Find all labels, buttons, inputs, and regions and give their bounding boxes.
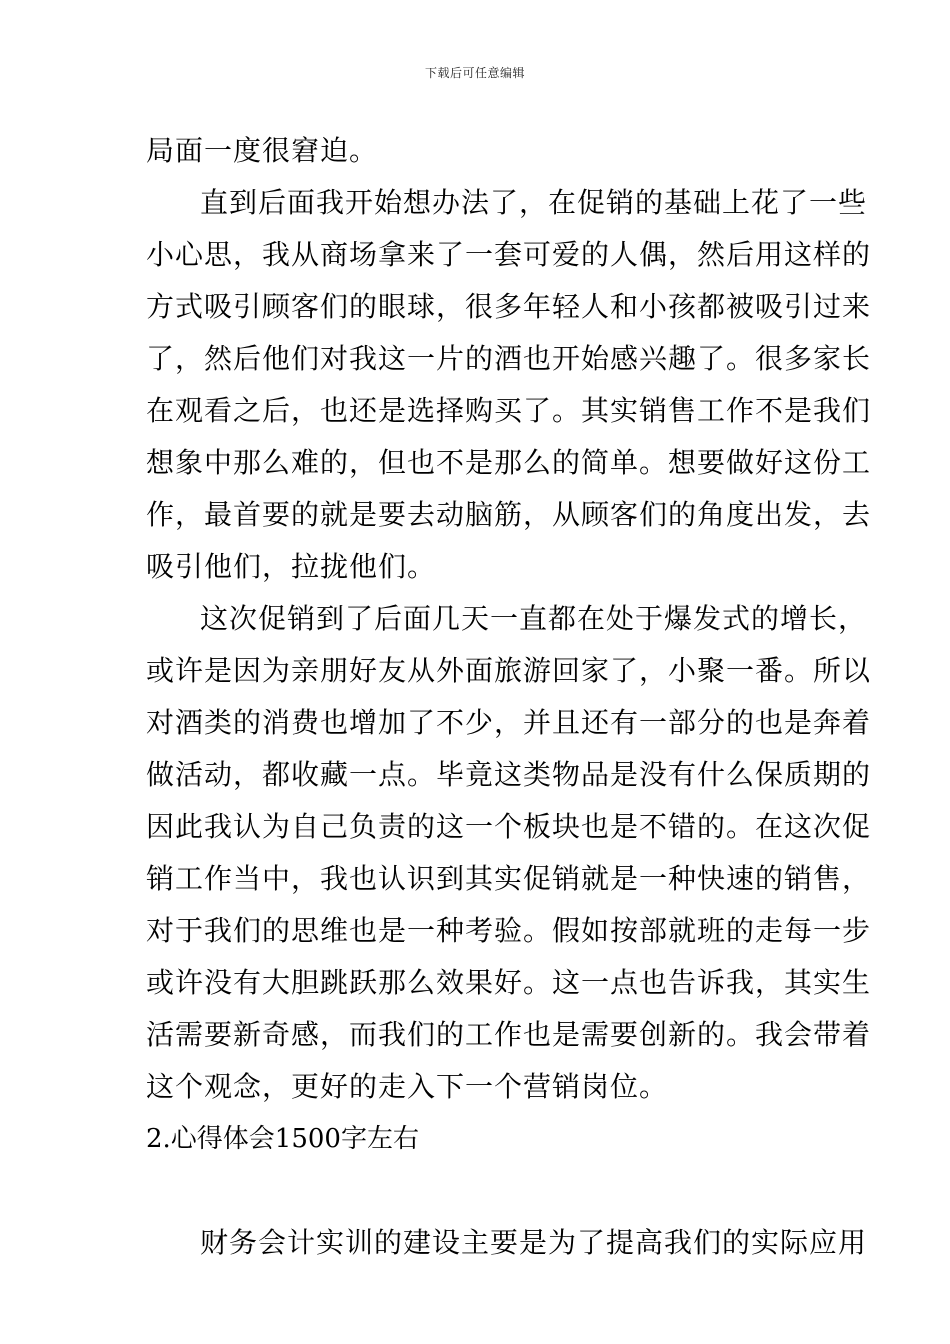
paragraph-line: 这次促销到了后面几天一直都在处于爆发式的增长， — [200, 602, 868, 635]
paragraph-line: 小心思，我从商场拿来了一套可爱的人偶，然后用这样的 — [146, 238, 872, 271]
paragraph-line: 在观看之后，也还是选择购买了。其实销售工作不是我们 — [146, 394, 872, 427]
paragraph-line: 或许没有大胆跳跃那么效果好。这一点也告诉我，其实生 — [146, 966, 872, 999]
paragraph-line: 销工作当中，我也认识到其实促销就是一种快速的销售， — [146, 862, 872, 895]
paragraph-line: 这个观念，更好的走入下一个营销岗位。 — [146, 1070, 669, 1103]
paragraph-line: 活需要新奇感，而我们的工作也是需要创新的。我会带着 — [146, 1018, 872, 1051]
paragraph-line: 因此我认为自己负责的这一个板块也是不错的。在这次促 — [146, 810, 872, 843]
paragraph-line: 想象中那么难的，但也不是那么的简单。想要做好这份工 — [146, 446, 872, 479]
paragraph-line: 了，然后他们对我这一片的酒也开始感兴趣了。很多家长 — [146, 342, 872, 375]
paragraph-line: 局面一度很窘迫。 — [146, 134, 379, 167]
paragraph-line: 对酒类的消费也增加了不少，并且还有一部分的也是奔着 — [146, 706, 872, 739]
paragraph-line: 直到后面我开始想办法了，在促销的基础上花了一些 — [200, 186, 868, 219]
paragraph-line: 做活动，都收藏一点。毕竟这类物品是没有什么保质期的 — [146, 758, 872, 791]
paragraph-line: 作，最首要的就是要去动脑筋，从顾客们的角度出发，去 — [146, 498, 872, 531]
paragraph-line: 财务会计实训的建设主要是为了提高我们的实际应用 — [200, 1226, 868, 1259]
paragraph-line: 对于我们的思维也是一种考验。假如按部就班的走每一步 — [146, 914, 872, 947]
blank-line — [146, 1165, 808, 1217]
section-heading: 2.心得体会1500字左右 — [146, 1124, 419, 1154]
paragraph-line: 方式吸引顾客们的眼球，很多年轻人和小孩都被吸引过来 — [146, 290, 872, 323]
paragraph-line: 或许是因为亲朋好友从外面旅游回家了，小聚一番。所以 — [146, 654, 872, 687]
page-header: 下载后可任意编辑 — [424, 66, 525, 80]
paragraph-line: 吸引他们，拉拢他们。 — [146, 550, 437, 583]
document-body — [146, 125, 872, 1269]
